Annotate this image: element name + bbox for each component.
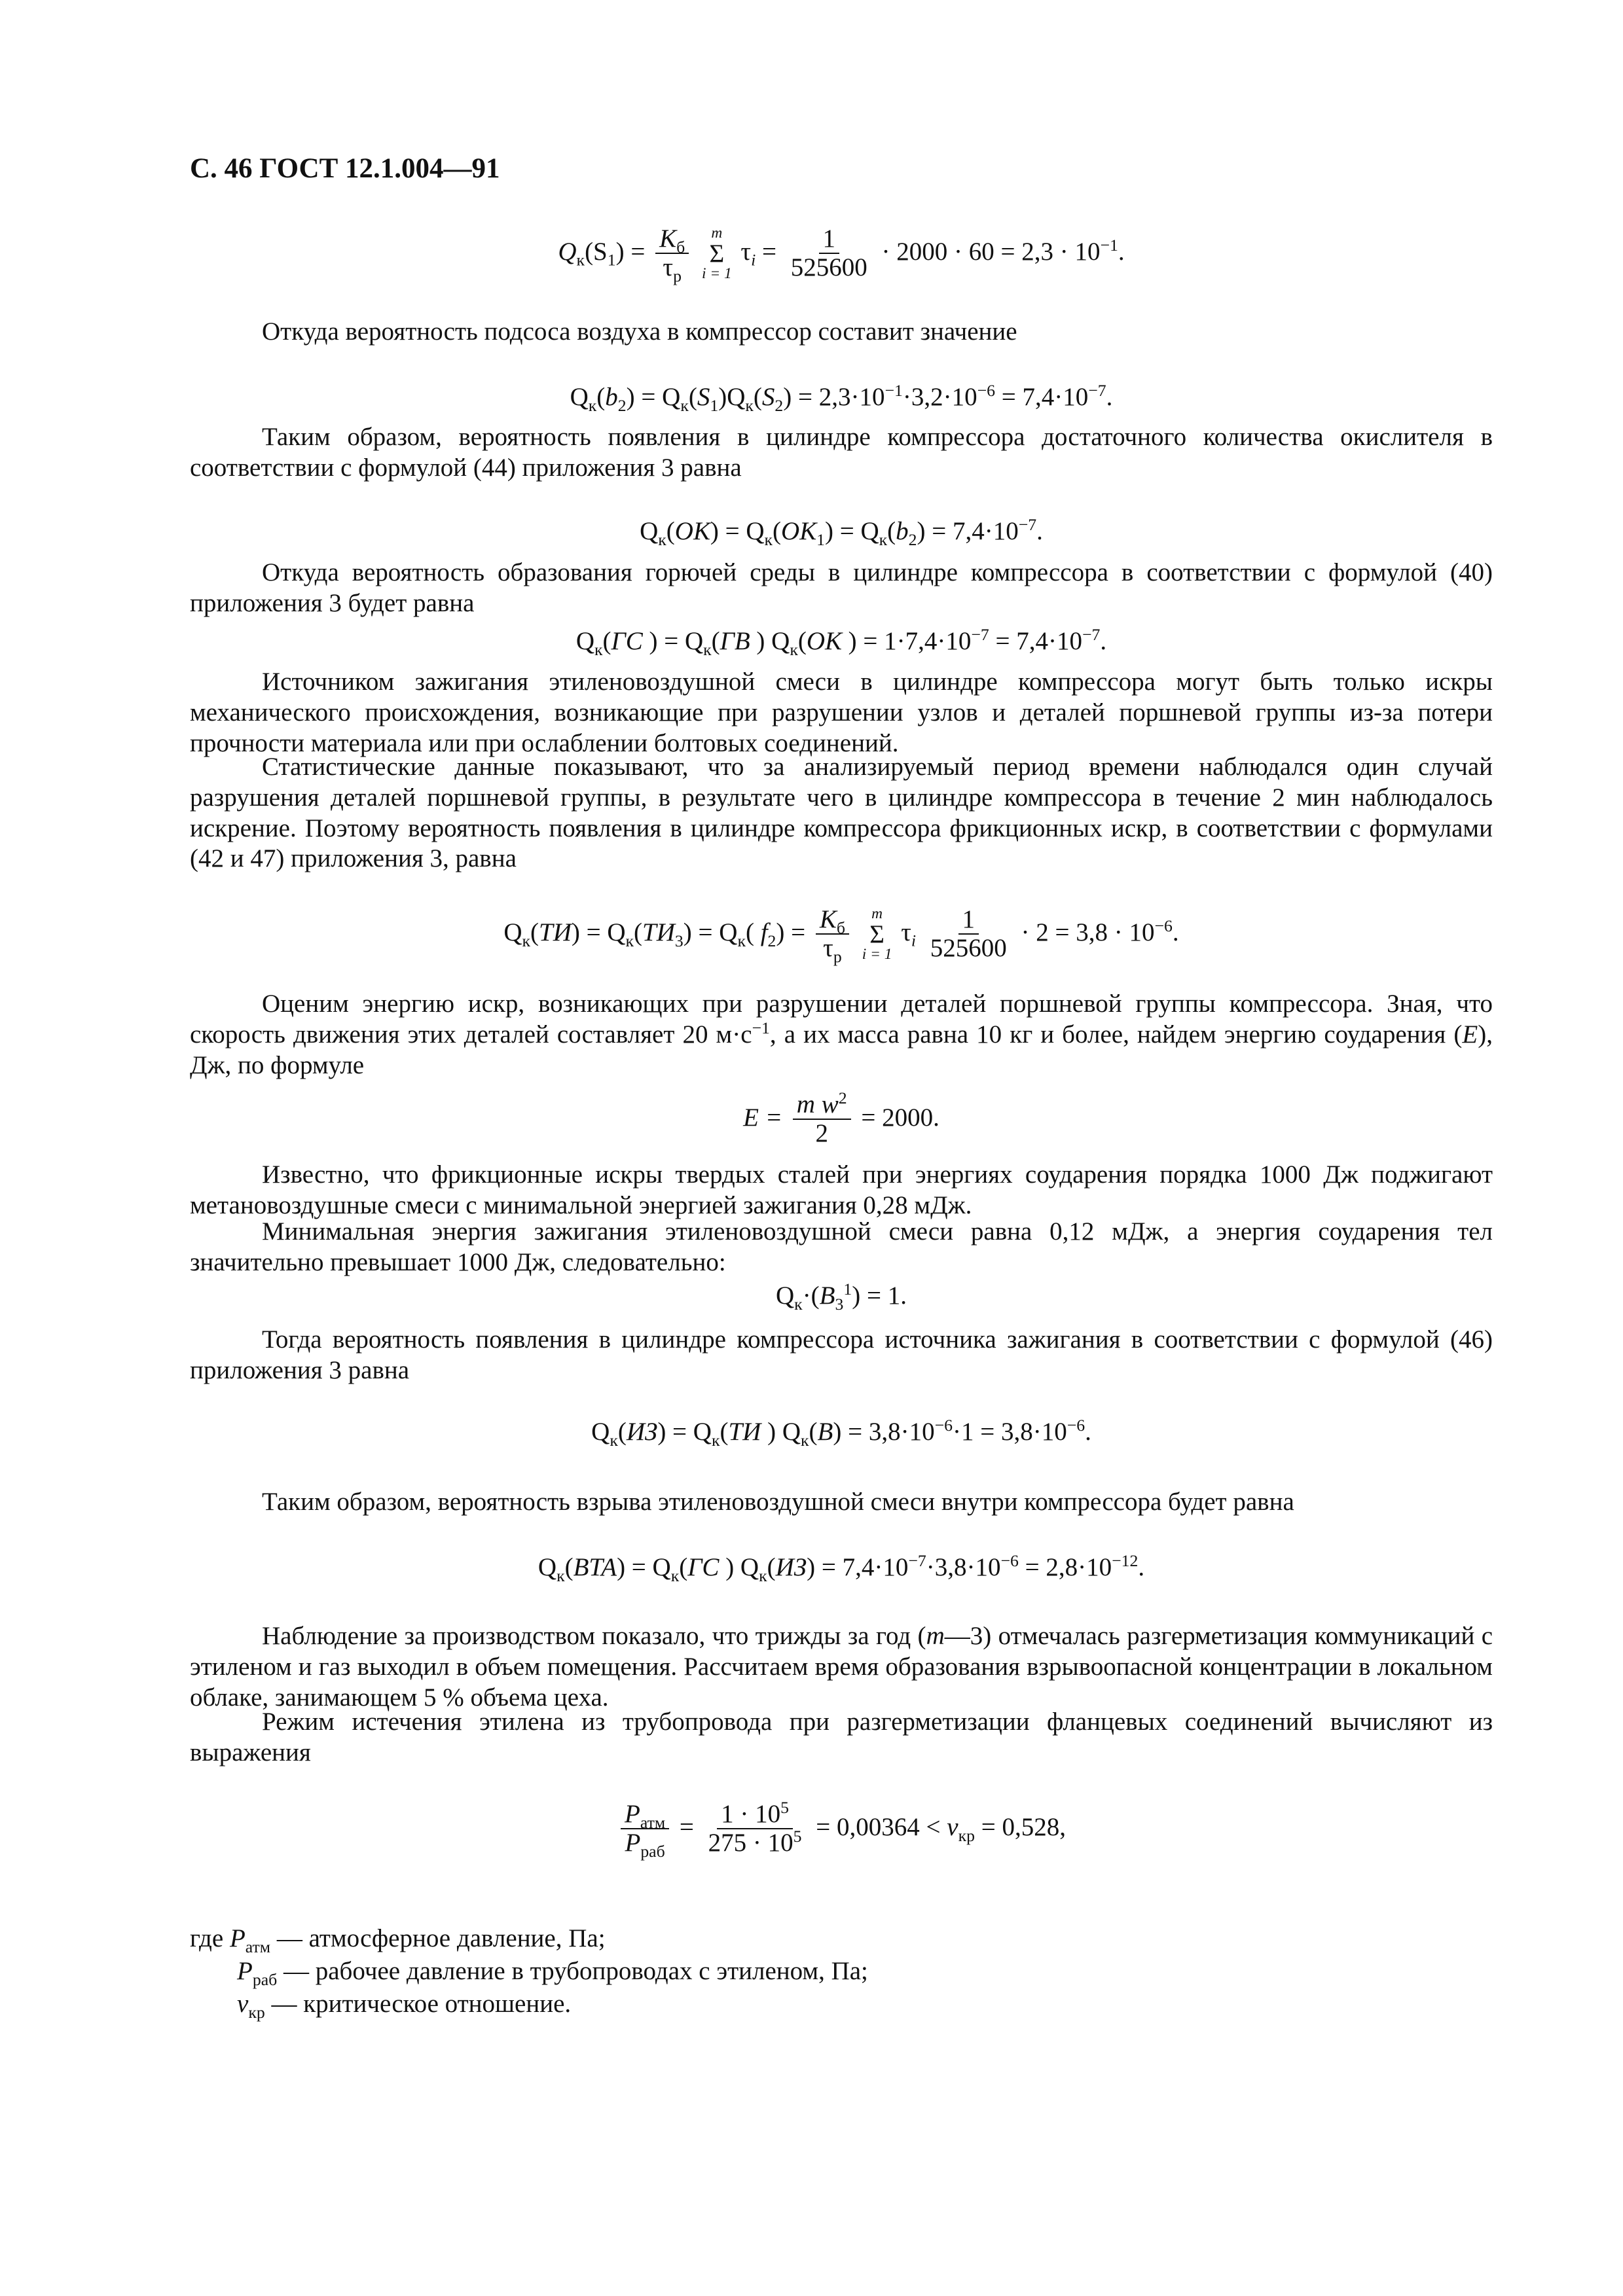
equation-q-ok: $Q_к(ОК) = Q_к(ОК_1) = Q_к(b_2) = 7,4\cdot 10^{-7}$. (640, 515, 1043, 549)
legend-item-prab: $P_{раб}$ — рабочее давление в трубопроводах с этиленом, Па; (237, 1956, 868, 1989)
fraction-1-525600-2: $\frac{1}{525600}$ (930, 905, 1007, 962)
legend-item-patm: где $P_{атм}$ — атмосферное давление, Па; (190, 1924, 606, 1956)
fraction-1-525600: $\frac{1}{525600}$ (790, 224, 867, 281)
equation-q-b2: $Q_к(b_2) = Q_к(S_1)Q_к(S_2) = 2,3\cdot 10^{-1}\cdot 3,2\cdot 10^{-6} = 7,4\cdot 10^{-7}$. (570, 381, 1113, 415)
equation-q-iz: $Q_к(ИЗ) = Q_к(ТИ$ ) $Q_к(B) = 3,8\cdot 10^{-6}\cdot 1 = 3,8\cdot 10^{-6}$. (591, 1416, 1091, 1450)
paragraph-12: Режим истечения этилена из трубопровода при разгерметизации фланцевых соединений вычисляют из выражения (190, 1708, 1493, 1767)
paragraph-7: Известно, что фрикционные искры твердых сталей при энергиях соударения порядка 1000 Дж поджигают метановоздушные смеси с минимальной энергией зажигания 0,28 мДж. (190, 1160, 1493, 1219)
fraction-mw2: $\frac{m w^2}{2}$ (793, 1092, 851, 1148)
paragraph-8: Минимальная энергия зажигания этиленовоздушной смеси равна 0,12 мДж, а энергия соударения тел значительно превышает 1000 Дж, следовательно: (190, 1217, 1493, 1276)
paragraph-5: Статистические данные показывают, что за анализируемый период времени наблюдался один случай разрушения деталей поршневой группы, в результате чего в цилиндре компрессора в течение 2 мин наблюдалось искрение. Поэтому вероятность появления в цилиндре компрессора фрикционных искр, в соответствии с формулами (42 и 47) приложения 3, равна (190, 753, 1493, 873)
equation-q-bta: $Q_к(BTA) = Q_к(ГС$ ) $Q_к(ИЗ) = 7,4\cdot 10^{-7}\cdot 3,8\cdot 10^{-6} = 2,8\cdot 10^{-12}$. (538, 1551, 1145, 1585)
paragraph-3: Откуда вероятность образования горючей среды в цилиндре компрессора в соответствии с формулой (40) приложения 3 будет равна (190, 558, 1493, 617)
page-header: С. 46 ГОСТ 12.1.004—91 (190, 153, 500, 184)
equation-energy: E = $\frac{m w^2}{2}$ = 2000. (743, 1088, 939, 1147)
fraction-kb-tau: $\frac{K_б}{\tau_р}$ (655, 226, 689, 282)
equation-q-s1: $Q_к(S_1)$ = $\frac{K_б}{\tau_р}$ m Σ i = 1 $\tau_i$ = $\frac{1}{525600}$ · $2000 \cdot 60 = 2,3 \cdot 10^{-1}$. (558, 224, 1125, 285)
paragraph-9: Тогда вероятность появления в цилиндре компрессора источника зажигания в соответствии с формулой (46) приложения 3 равна (190, 1325, 1493, 1384)
paragraph-4: Источником зажигания этиленовоздушной смеси в цилиндре компрессора могут быть только искры механического происхождения, возникающие при разрушении узлов и деталей поршневой группы из-за потери прочности материала или при ослаблении болтовых соединений. (190, 668, 1493, 757)
equation-q-b3: $Q_к\cdot(B_3^1) = 1$. (776, 1280, 907, 1314)
fraction-1e5-275e5: $\frac{1 \cdot 10^5}{275 \cdot 10^5}$ (708, 1798, 802, 1857)
sum-symbol-2: m Σ i = 1 (862, 905, 892, 963)
equation-pressure-ratio: $\frac{P_{атм}}{P_{раб}}$ = $\frac{1 \cdot 10^5}{275 \cdot 10^5}$ = $0,00364 < v_{кр} = 0,528$, (190, 1801, 1493, 1857)
equation-q-ti: $Q_к(ТИ) = Q_к(ТИ_3) = Q_к$( $f_2$) = $\frac{K_б}{\tau_р}$ m Σ i = 1 $\tau_i$ $\frac{1}{525600}$ · $2 = 3,8 \cdot 10^{-6}$. (503, 905, 1179, 966)
fraction-patm-prab: $\frac{P_{атм}}{P_{раб}}$ (621, 1801, 669, 1857)
fraction-kb-tau-2: $\frac{K_б}{\tau_р}$ (816, 906, 849, 963)
paragraph-6: Оценим энергию искр, возникающих при разрушении деталей поршневой группы компрессора. Зная, что скорость движения этих деталей составляет 20 $м\cdot с^{-1}$, а их масса равна 10 кг и более, найдем энергию соударения (E), Дж, по формуле (190, 990, 1493, 1079)
legend-item-vkr: $v_{кр}$ — критическое отношение. (237, 1989, 572, 2022)
symbol-legend (190, 1922, 1493, 2020)
paragraph-1: Откуда вероятность подсоса воздуха в компрессор составит значение (262, 317, 1017, 346)
equation-q-gs: $Q_к(ГС$ ) = $Q_к(ГВ$ ) $Q_к(ОК$ ) = $1\cdot 7,4\cdot 10^{-7} = 7,4\cdot 10^{-7}$. (575, 625, 1107, 659)
paragraph-10: Таким образом, вероятность взрыва этиленовоздушной смеси внутри компрессора будет равна (262, 1488, 1294, 1516)
paragraph-11: Наблюдение за производством показало, что трижды за год (m—3) отмечалась разгерметизация коммуникаций с этиленом и газ выходил в объем помещения. Рассчитаем время образования взрывоопасной концентрации в локальном облаке, занимающем 5 % объема цеха. (190, 1622, 1493, 1712)
sum-symbol: m Σ i = 1 (701, 224, 732, 283)
paragraph-2: Таким образом, вероятность появления в цилиндре компрессора достаточного количества окислителя в соответствии с формулой (44) приложения 3 равна (190, 423, 1493, 482)
